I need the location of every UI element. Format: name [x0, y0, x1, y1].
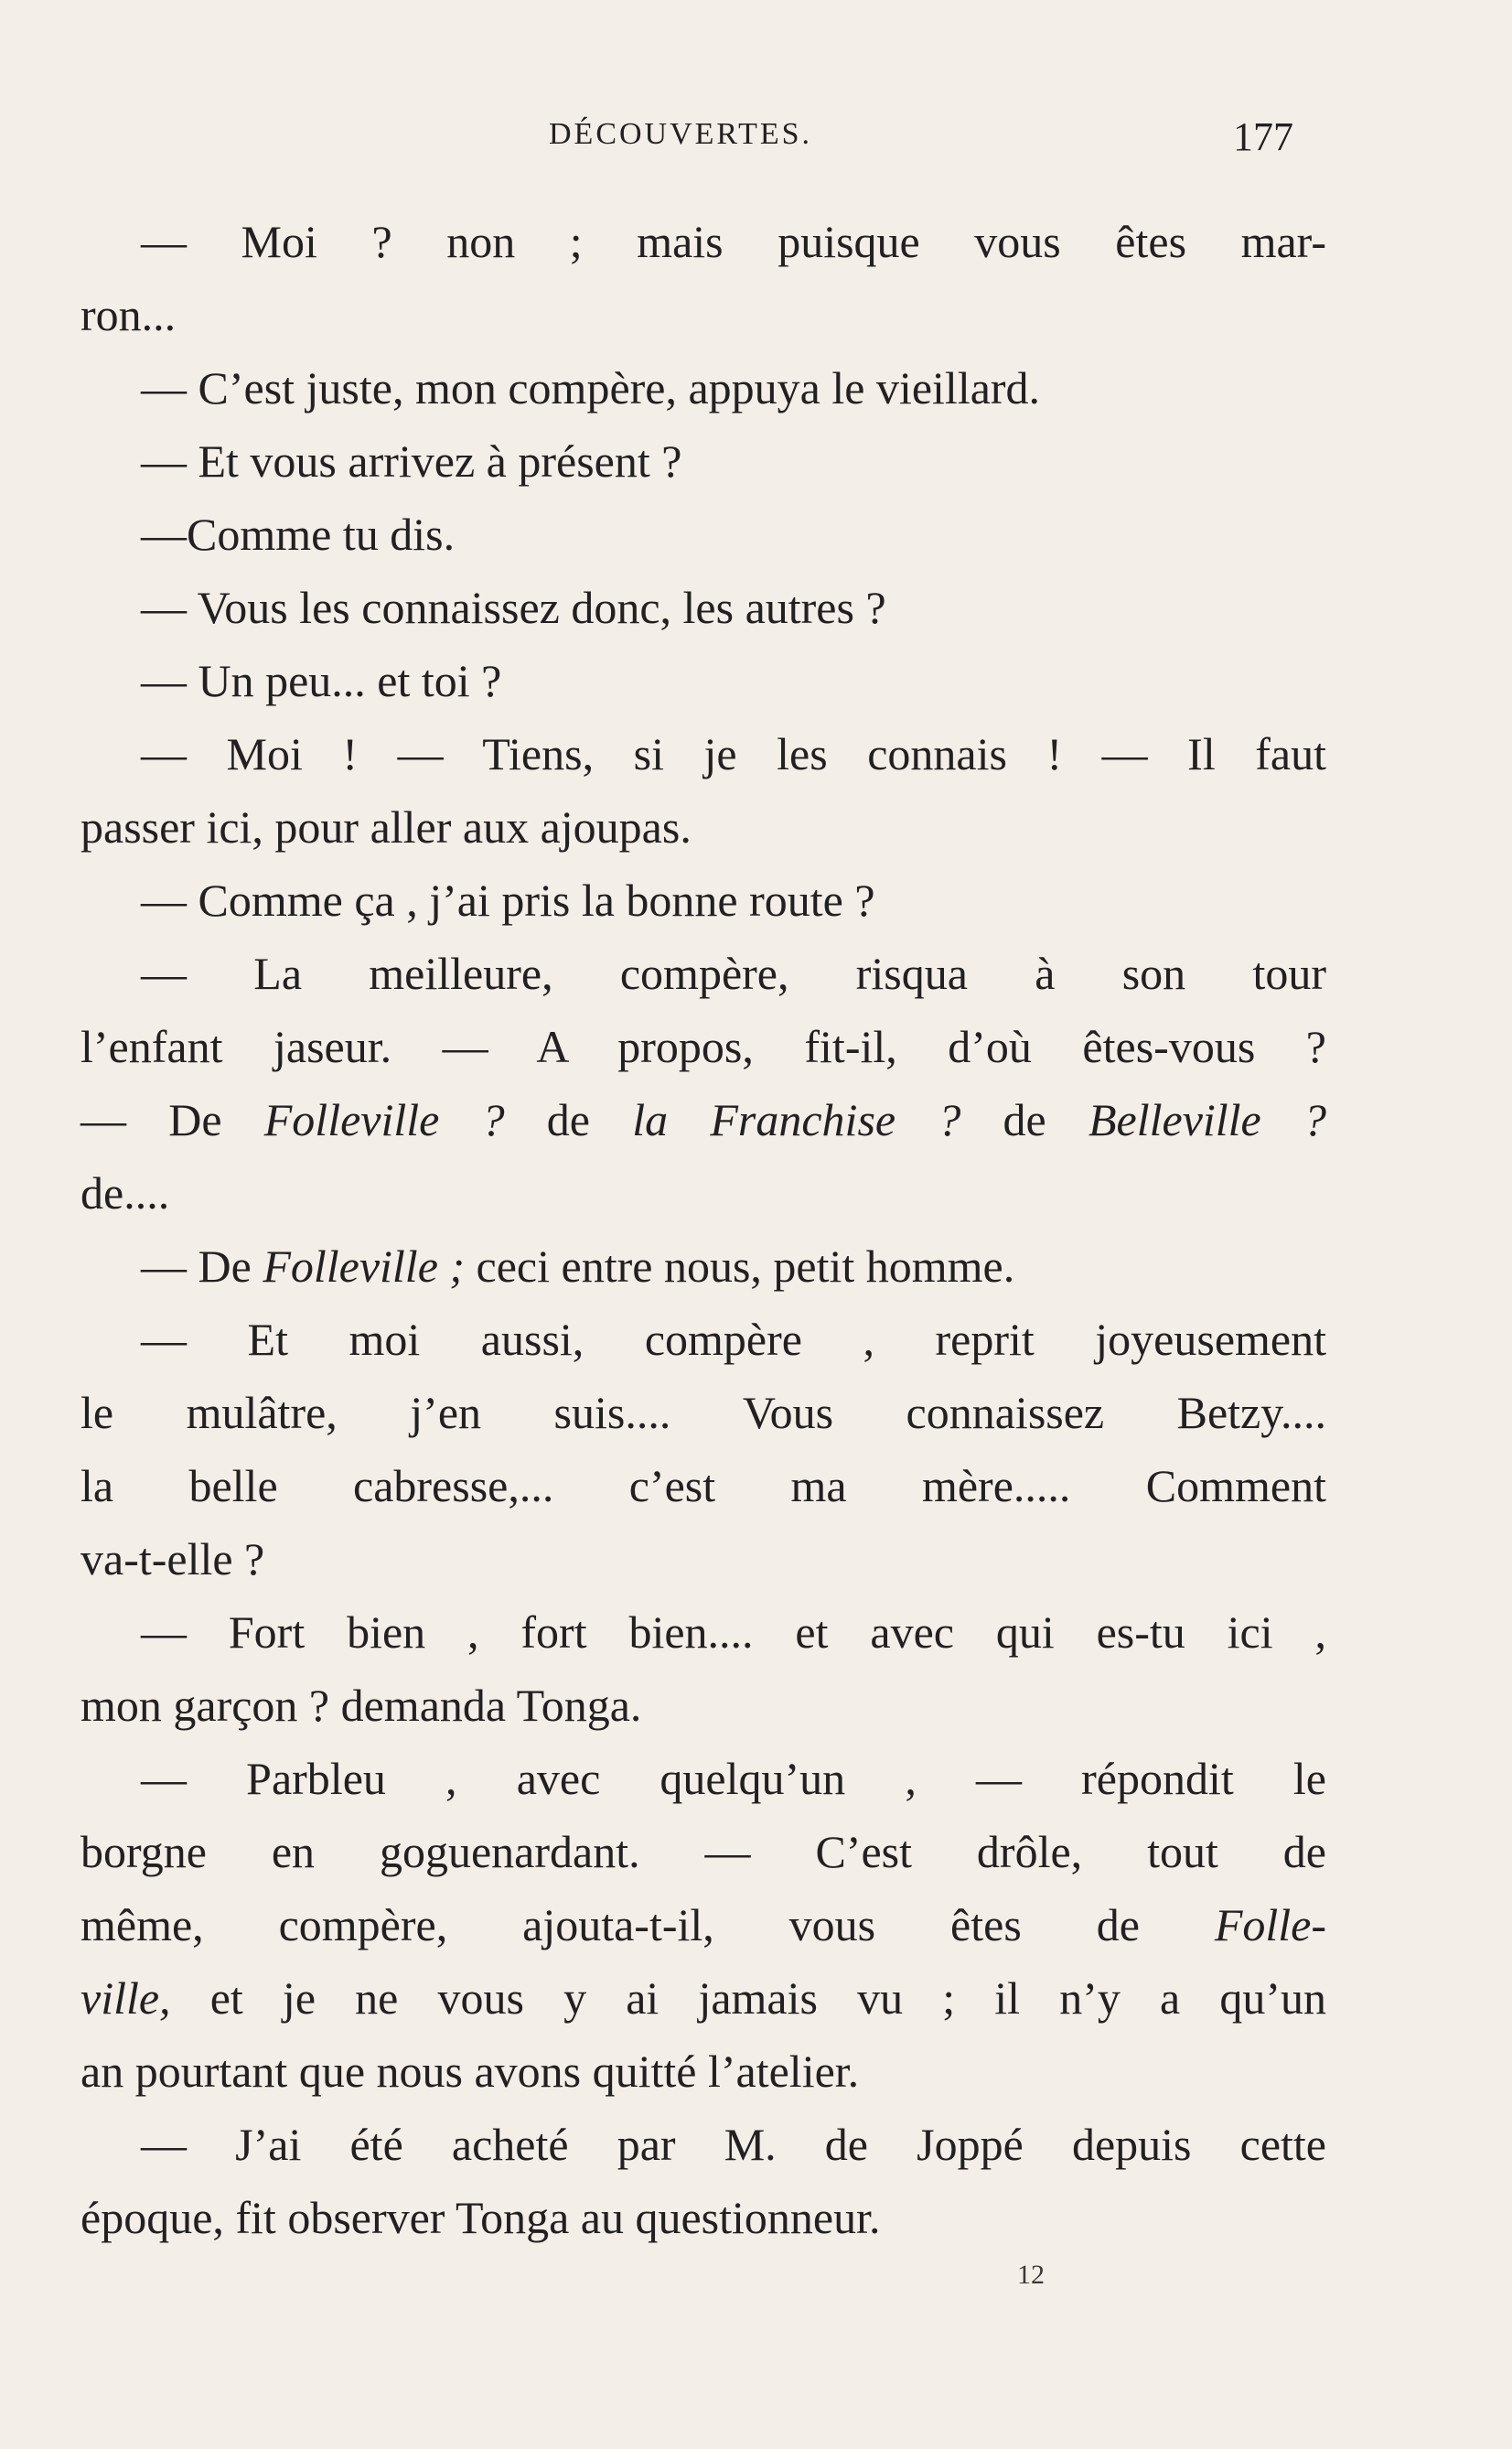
text-line [80, 1888, 1326, 1961]
text-line: — Moi ! — Tiens, si je les connais ! — Il faut [141, 728, 1326, 779]
place-name: Folleville ; [263, 1241, 466, 1292]
text-run: et je ne vous y ai jamais vu ; il n’y a qu’un [170, 1972, 1326, 2024]
text-line [80, 1961, 1326, 2035]
text-run: de [504, 1094, 633, 1145]
text-line: — La meilleure, compère, risqua à son tour [141, 948, 1326, 999]
text-line [80, 1083, 1326, 1156]
text-line: époque, fit observer Tonga au questionneur. [80, 2192, 881, 2243]
text-line: — Comme ça , j’ai pris la bonne route ? [141, 875, 875, 926]
place-name: Folle- [1214, 1899, 1326, 1950]
place-name: Folleville ? [263, 1094, 505, 1145]
text-line: an pourtant que nous avons quitté l’atelier. [80, 2046, 860, 2097]
text-run: même, compère, ajouta-t-il, vous êtes de [80, 1899, 1215, 1950]
text-line: le mulâtre, j’en suis.... Vous connaissez Betzy.... [80, 1387, 1326, 1438]
text-line: — Moi ? non ; mais puisque vous êtes mar- [141, 216, 1326, 267]
text-line: ron... [80, 289, 177, 340]
place-name: ville, [80, 1972, 171, 2024]
signature-mark: 12 [1017, 2260, 1045, 2290]
text-line: la belle cabresse,... c’est ma mère..... Comment [80, 1460, 1326, 1511]
running-head [0, 114, 1512, 163]
page-number: 177 [1233, 114, 1293, 159]
text-line: borgne en goguenardant. — C’est drôle, tout de [80, 1826, 1326, 1877]
text-run: — De [141, 1241, 263, 1292]
text-run: de [960, 1094, 1088, 1145]
text-line: va-t-elle ? [80, 1533, 265, 1584]
text-run: — De [80, 1094, 264, 1145]
text-line: — Vous les connaissez donc, les autres ? [141, 582, 886, 633]
text-line: de.... [80, 1167, 170, 1219]
text-line: — Parbleu , avec quelqu’un , — répondit le [141, 1753, 1326, 1804]
text-line [80, 1230, 1326, 1303]
place-name: Belleville ? [1088, 1094, 1326, 1145]
text-line: mon garçon ? demanda Tonga. [80, 1680, 642, 1731]
text-line: l’enfant jaseur. — A propos, fit-il, d’où êtes-vous ? [80, 1021, 1326, 1072]
text-line: — Fort bien , fort bien.... et avec qui es-tu ici , [141, 1606, 1326, 1658]
text-line: passer ici, pour aller aux ajoupas. [80, 801, 692, 853]
text-line: — Et moi aussi, compère , reprit joyeusement [141, 1314, 1326, 1365]
text-line: — Et vous arrivez à présent ? [141, 435, 682, 487]
text-line: — J’ai été acheté par M. de Joppé depuis cette [141, 2119, 1326, 2170]
text-line: — C’est juste, mon compère, appuya le vieillard. [141, 362, 1041, 414]
place-name: la Franchise ? [632, 1094, 961, 1145]
running-title: DÉCOUVERTES. [549, 117, 813, 151]
text-run: ceci entre nous, petit homme. [465, 1241, 1015, 1292]
text-line: — Un peu... et toi ? [141, 655, 502, 706]
text-line: —Comme tu dis. [141, 509, 456, 560]
body-text [80, 205, 1326, 2254]
